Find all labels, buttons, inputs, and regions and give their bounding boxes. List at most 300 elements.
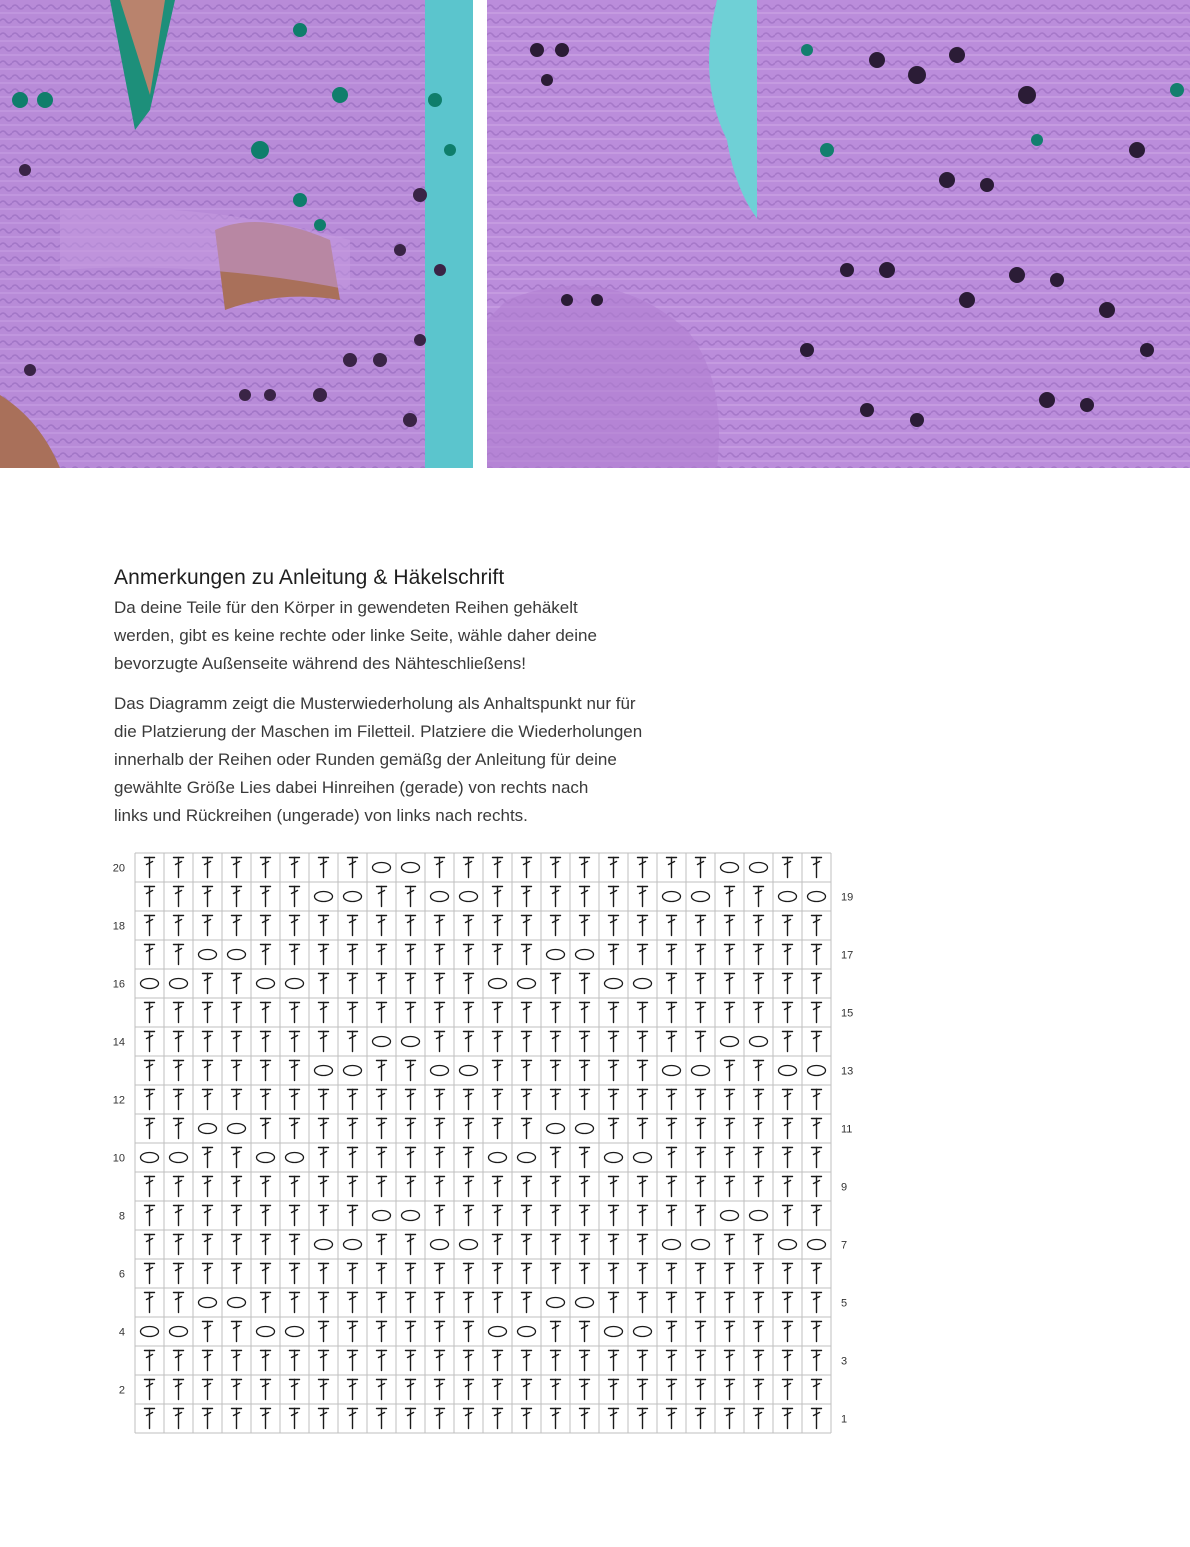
double-crochet-stitch-icon [812,1380,822,1400]
notes-line: die Platzierung der Maschen im Filetteil. Platziere die Wiederholungen [114,722,643,741]
double-crochet-stitch-icon [232,887,242,907]
double-crochet-stitch-icon [348,1090,358,1110]
chain-stitch-icon [605,979,623,989]
crochet-chart-grid [110,852,870,1442]
double-crochet-stitch-icon [348,858,358,878]
double-crochet-stitch-icon [580,1032,590,1052]
double-crochet-stitch-icon [609,1206,619,1226]
double-crochet-stitch-icon [551,1148,561,1168]
double-crochet-stitch-icon [435,858,445,878]
double-crochet-stitch-icon [319,1177,329,1197]
double-crochet-stitch-icon [493,1206,503,1226]
double-crochet-stitch-icon [580,1061,590,1081]
double-crochet-stitch-icon [406,1090,416,1110]
double-crochet-stitch-icon [551,1206,561,1226]
chain-stitch-icon [344,892,362,902]
double-crochet-stitch-icon [232,974,242,994]
double-crochet-stitch-icon [667,1148,677,1168]
double-crochet-stitch-icon [551,916,561,936]
notes-line: werden, gibt es keine rechte oder linke Seite, wähle daher deine [114,626,597,645]
chain-stitch-icon [141,1153,159,1163]
double-crochet-stitch-icon [377,1235,387,1255]
double-crochet-stitch-icon [290,887,300,907]
double-crochet-stitch-icon [696,1351,706,1371]
double-crochet-stitch-icon [261,1293,271,1313]
notes-section [114,566,754,842]
chain-stitch-icon [779,1240,797,1250]
row-number-label: 11 [841,1123,853,1136]
row-number-label: 16 [112,978,125,991]
double-crochet-stitch-icon [203,1409,213,1429]
double-crochet-stitch-icon [522,1177,532,1197]
double-crochet-stitch-icon [667,1003,677,1023]
double-crochet-stitch-icon [319,945,329,965]
row-number-label: 9 [841,1181,848,1194]
double-crochet-stitch-icon [783,1264,793,1284]
double-crochet-stitch-icon [261,1032,271,1052]
double-crochet-stitch-icon [435,945,445,965]
double-crochet-stitch-icon [377,1177,387,1197]
chain-stitch-icon [576,1298,594,1308]
double-crochet-stitch-icon [493,1061,503,1081]
notes-paragraph-2 [114,690,754,830]
chain-stitch-icon [344,1066,362,1076]
double-crochet-stitch-icon [261,1380,271,1400]
double-crochet-stitch-icon [406,1264,416,1284]
double-crochet-stitch-icon [348,1380,358,1400]
double-crochet-stitch-icon [667,1351,677,1371]
double-crochet-stitch-icon [319,1293,329,1313]
double-crochet-stitch-icon [435,1177,445,1197]
double-crochet-stitch-icon [667,974,677,994]
double-crochet-stitch-icon [493,1409,503,1429]
double-crochet-stitch-icon [580,858,590,878]
double-crochet-stitch-icon [435,1148,445,1168]
chain-stitch-icon [460,1066,478,1076]
double-crochet-stitch-icon [319,974,329,994]
double-crochet-stitch-icon [406,1119,416,1139]
double-crochet-stitch-icon [580,1148,590,1168]
double-crochet-stitch-icon [145,887,155,907]
chain-stitch-icon [634,1153,652,1163]
double-crochet-stitch-icon [145,1090,155,1110]
chain-stitch-icon [315,892,333,902]
double-crochet-stitch-icon [319,1351,329,1371]
double-crochet-stitch-icon [725,1148,735,1168]
double-crochet-stitch-icon [725,1061,735,1081]
double-crochet-stitch-icon [493,858,503,878]
double-crochet-stitch-icon [696,1264,706,1284]
double-crochet-stitch-icon [812,1206,822,1226]
double-crochet-stitch-icon [812,1032,822,1052]
crocheted-cardigan-front-image [0,0,473,468]
double-crochet-stitch-icon [261,858,271,878]
double-crochet-stitch-icon [754,1148,764,1168]
double-crochet-stitch-icon [522,1235,532,1255]
chain-stitch-icon [518,1153,536,1163]
double-crochet-stitch-icon [754,1177,764,1197]
double-crochet-stitch-icon [725,1090,735,1110]
double-crochet-stitch-icon [464,1380,474,1400]
double-crochet-stitch-icon [638,1380,648,1400]
double-crochet-stitch-icon [812,1148,822,1168]
chain-stitch-icon [489,979,507,989]
double-crochet-stitch-icon [522,916,532,936]
double-crochet-stitch-icon [464,1148,474,1168]
double-crochet-stitch-icon [464,1003,474,1023]
double-crochet-stitch-icon [203,1090,213,1110]
double-crochet-stitch-icon [435,1409,445,1429]
double-crochet-stitch-icon [696,1322,706,1342]
double-crochet-stitch-icon [406,1148,416,1168]
double-crochet-stitch-icon [261,945,271,965]
double-crochet-stitch-icon [261,1061,271,1081]
double-crochet-stitch-icon [754,1351,764,1371]
double-crochet-stitch-icon [145,1380,155,1400]
double-crochet-stitch-icon [435,1380,445,1400]
double-crochet-stitch-icon [667,1177,677,1197]
double-crochet-stitch-icon [812,1409,822,1429]
double-crochet-stitch-icon [435,1351,445,1371]
chain-stitch-icon [634,979,652,989]
notes-title: Anmerkungen zu Anleitung & Häkelschrift [114,566,505,589]
double-crochet-stitch-icon [290,1235,300,1255]
double-crochet-stitch-icon [609,1351,619,1371]
double-crochet-stitch-icon [261,1351,271,1371]
double-crochet-stitch-icon [493,1351,503,1371]
double-crochet-stitch-icon [435,916,445,936]
cardigan-sleeve-detail-photo [487,0,1190,468]
row-number-label: 6 [118,1268,125,1281]
double-crochet-stitch-icon [754,974,764,994]
double-crochet-stitch-icon [609,1235,619,1255]
row-number-label: 5 [841,1297,848,1310]
chain-stitch-icon [286,1327,304,1337]
double-crochet-stitch-icon [145,945,155,965]
double-crochet-stitch-icon [580,1090,590,1110]
double-crochet-stitch-icon [435,1206,445,1226]
double-crochet-stitch-icon [609,1061,619,1081]
double-crochet-stitch-icon [696,1090,706,1110]
double-crochet-stitch-icon [609,887,619,907]
chain-stitch-icon [286,1153,304,1163]
double-crochet-stitch-icon [754,1235,764,1255]
double-crochet-stitch-icon [580,1351,590,1371]
double-crochet-stitch-icon [319,1148,329,1168]
chain-stitch-icon [692,1240,710,1250]
row-number-label: 12 [112,1094,125,1107]
double-crochet-stitch-icon [725,916,735,936]
double-crochet-stitch-icon [638,1032,648,1052]
chain-stitch-icon [199,1124,217,1134]
double-crochet-stitch-icon [464,1409,474,1429]
chain-stitch-icon [605,1327,623,1337]
double-crochet-stitch-icon [464,1032,474,1052]
double-crochet-stitch-icon [174,858,184,878]
double-crochet-stitch-icon [783,945,793,965]
double-crochet-stitch-icon [174,1061,184,1081]
row-number-label: 20 [112,862,125,875]
double-crochet-stitch-icon [145,1409,155,1429]
double-crochet-stitch-icon [319,1119,329,1139]
double-crochet-stitch-icon [348,1119,358,1139]
chart-grid-lines [135,853,831,1433]
chain-stitch-icon [460,892,478,902]
row-number-label: 4 [118,1326,125,1339]
double-crochet-stitch-icon [812,1119,822,1139]
row-number-label: 13 [841,1065,854,1078]
double-crochet-stitch-icon [696,916,706,936]
row-number-label: 18 [112,920,125,933]
double-crochet-stitch-icon [232,1003,242,1023]
double-crochet-stitch-icon [261,1119,271,1139]
double-crochet-stitch-icon [609,1177,619,1197]
row-number-label: 15 [841,1007,854,1020]
double-crochet-stitch-icon [812,945,822,965]
double-crochet-stitch-icon [638,858,648,878]
double-crochet-stitch-icon [667,1119,677,1139]
double-crochet-stitch-icon [580,1322,590,1342]
chain-stitch-icon [460,1240,478,1250]
chain-stitch-icon [199,950,217,960]
double-crochet-stitch-icon [203,1177,213,1197]
chain-stitch-icon [547,1298,565,1308]
double-crochet-stitch-icon [232,1409,242,1429]
double-crochet-stitch-icon [609,916,619,936]
double-crochet-stitch-icon [580,1177,590,1197]
cardigan-front-photo [0,0,473,468]
double-crochet-stitch-icon [638,1003,648,1023]
double-crochet-stitch-icon [754,945,764,965]
double-crochet-stitch-icon [812,1351,822,1371]
double-crochet-stitch-icon [551,1264,561,1284]
double-crochet-stitch-icon [203,1061,213,1081]
double-crochet-stitch-icon [145,916,155,936]
double-crochet-stitch-icon [522,1293,532,1313]
double-crochet-stitch-icon [377,916,387,936]
double-crochet-stitch-icon [435,974,445,994]
chain-stitch-icon [257,979,275,989]
double-crochet-stitch-icon [725,1380,735,1400]
chain-stitch-icon [431,1240,449,1250]
double-crochet-stitch-icon [754,887,764,907]
double-crochet-stitch-icon [696,1206,706,1226]
double-crochet-stitch-icon [551,974,561,994]
double-crochet-stitch-icon [203,916,213,936]
double-crochet-stitch-icon [464,1322,474,1342]
chain-stitch-icon [489,1153,507,1163]
double-crochet-stitch-icon [493,916,503,936]
double-crochet-stitch-icon [522,858,532,878]
double-crochet-stitch-icon [754,1090,764,1110]
double-crochet-stitch-icon [174,887,184,907]
double-crochet-stitch-icon [203,1206,213,1226]
double-crochet-stitch-icon [145,858,155,878]
double-crochet-stitch-icon [203,887,213,907]
double-crochet-stitch-icon [609,945,619,965]
double-crochet-stitch-icon [290,1119,300,1139]
double-crochet-stitch-icon [145,1177,155,1197]
chain-stitch-icon [170,1153,188,1163]
double-crochet-stitch-icon [696,1409,706,1429]
double-crochet-stitch-icon [667,1206,677,1226]
double-crochet-stitch-icon [174,1032,184,1052]
double-crochet-stitch-icon [203,1380,213,1400]
row-number-label: 17 [841,949,854,962]
double-crochet-stitch-icon [551,1177,561,1197]
double-crochet-stitch-icon [348,1264,358,1284]
double-crochet-stitch-icon [493,1177,503,1197]
chain-stitch-icon [431,1066,449,1076]
double-crochet-stitch-icon [522,1409,532,1429]
double-crochet-stitch-icon [377,1090,387,1110]
double-crochet-stitch-icon [203,1351,213,1371]
double-crochet-stitch-icon [493,1119,503,1139]
double-crochet-stitch-icon [725,1351,735,1371]
row-number-label: 14 [112,1036,125,1049]
double-crochet-stitch-icon [290,1177,300,1197]
double-crochet-stitch-icon [754,1264,764,1284]
double-crochet-stitch-icon [174,916,184,936]
chain-stitch-icon [518,979,536,989]
chain-stitch-icon [228,950,246,960]
row-number-label: 8 [118,1210,125,1223]
double-crochet-stitch-icon [754,1380,764,1400]
double-crochet-stitch-icon [522,1003,532,1023]
double-crochet-stitch-icon [203,1264,213,1284]
double-crochet-stitch-icon [377,1148,387,1168]
double-crochet-stitch-icon [580,1264,590,1284]
double-crochet-stitch-icon [319,1264,329,1284]
chain-stitch-icon [257,1153,275,1163]
double-crochet-stitch-icon [696,1293,706,1313]
double-crochet-stitch-icon [812,974,822,994]
double-crochet-stitch-icon [464,916,474,936]
double-crochet-stitch-icon [377,1380,387,1400]
double-crochet-stitch-icon [145,1119,155,1139]
double-crochet-stitch-icon [725,945,735,965]
double-crochet-stitch-icon [232,1235,242,1255]
chain-stitch-icon [228,1124,246,1134]
double-crochet-stitch-icon [667,1322,677,1342]
double-crochet-stitch-icon [145,1206,155,1226]
double-crochet-stitch-icon [145,1293,155,1313]
double-crochet-stitch-icon [348,1032,358,1052]
double-crochet-stitch-icon [232,858,242,878]
double-crochet-stitch-icon [667,1090,677,1110]
double-crochet-stitch-icon [609,1293,619,1313]
double-crochet-stitch-icon [493,1293,503,1313]
double-crochet-stitch-icon [783,1119,793,1139]
double-crochet-stitch-icon [638,1119,648,1139]
double-crochet-stitch-icon [406,1322,416,1342]
double-crochet-stitch-icon [783,1090,793,1110]
double-crochet-stitch-icon [377,974,387,994]
double-crochet-stitch-icon [725,1177,735,1197]
double-crochet-stitch-icon [348,1293,358,1313]
double-crochet-stitch-icon [551,1351,561,1371]
double-crochet-stitch-icon [435,1119,445,1139]
double-crochet-stitch-icon [261,1177,271,1197]
double-crochet-stitch-icon [551,1090,561,1110]
double-crochet-stitch-icon [232,1206,242,1226]
double-crochet-stitch-icon [377,1003,387,1023]
double-crochet-stitch-icon [696,945,706,965]
double-crochet-stitch-icon [232,1380,242,1400]
double-crochet-stitch-icon [174,1003,184,1023]
double-crochet-stitch-icon [261,887,271,907]
double-crochet-stitch-icon [348,1206,358,1226]
chain-stitch-icon [547,950,565,960]
double-crochet-stitch-icon [638,945,648,965]
double-crochet-stitch-icon [522,1380,532,1400]
double-crochet-stitch-icon [638,1264,648,1284]
double-crochet-stitch-icon [203,974,213,994]
double-crochet-stitch-icon [812,1322,822,1342]
chain-stitch-icon [750,1211,768,1221]
double-crochet-stitch-icon [754,1293,764,1313]
double-crochet-stitch-icon [754,1003,764,1023]
double-crochet-stitch-icon [580,1206,590,1226]
chain-stitch-icon [808,1240,826,1250]
double-crochet-stitch-icon [261,1264,271,1284]
chain-stitch-icon [373,1211,391,1221]
double-crochet-stitch-icon [812,1264,822,1284]
double-crochet-stitch-icon [203,1322,213,1342]
double-crochet-stitch-icon [290,1206,300,1226]
double-crochet-stitch-icon [174,1293,184,1313]
chain-stitch-icon [547,1124,565,1134]
double-crochet-stitch-icon [667,1032,677,1052]
chain-stitch-icon [750,1037,768,1047]
double-crochet-stitch-icon [696,1148,706,1168]
double-crochet-stitch-icon [812,1003,822,1023]
double-crochet-stitch-icon [725,1293,735,1313]
double-crochet-stitch-icon [406,887,416,907]
double-crochet-stitch-icon [406,1409,416,1429]
double-crochet-stitch-icon [783,858,793,878]
double-crochet-stitch-icon [145,1351,155,1371]
double-crochet-stitch-icon [406,1380,416,1400]
double-crochet-stitch-icon [377,945,387,965]
chain-stitch-icon [170,979,188,989]
double-crochet-stitch-icon [638,916,648,936]
double-crochet-stitch-icon [609,1264,619,1284]
double-crochet-stitch-icon [290,1380,300,1400]
double-crochet-stitch-icon [406,974,416,994]
double-crochet-stitch-icon [290,1061,300,1081]
double-crochet-stitch-icon [174,1206,184,1226]
double-crochet-stitch-icon [783,1409,793,1429]
chain-stitch-icon [199,1298,217,1308]
double-crochet-stitch-icon [812,858,822,878]
chain-stitch-icon [518,1327,536,1337]
double-crochet-stitch-icon [696,1119,706,1139]
chain-stitch-icon [402,863,420,873]
chain-stitch-icon [779,1066,797,1076]
chain-stitch-icon [721,863,739,873]
double-crochet-stitch-icon [406,1061,416,1081]
double-crochet-stitch-icon [464,945,474,965]
chain-stitch-icon [170,1327,188,1337]
double-crochet-stitch-icon [174,1264,184,1284]
double-crochet-stitch-icon [725,1264,735,1284]
double-crochet-stitch-icon [696,974,706,994]
double-crochet-stitch-icon [319,916,329,936]
double-crochet-stitch-icon [580,1235,590,1255]
double-crochet-stitch-icon [754,1061,764,1081]
double-crochet-stitch-icon [261,1003,271,1023]
